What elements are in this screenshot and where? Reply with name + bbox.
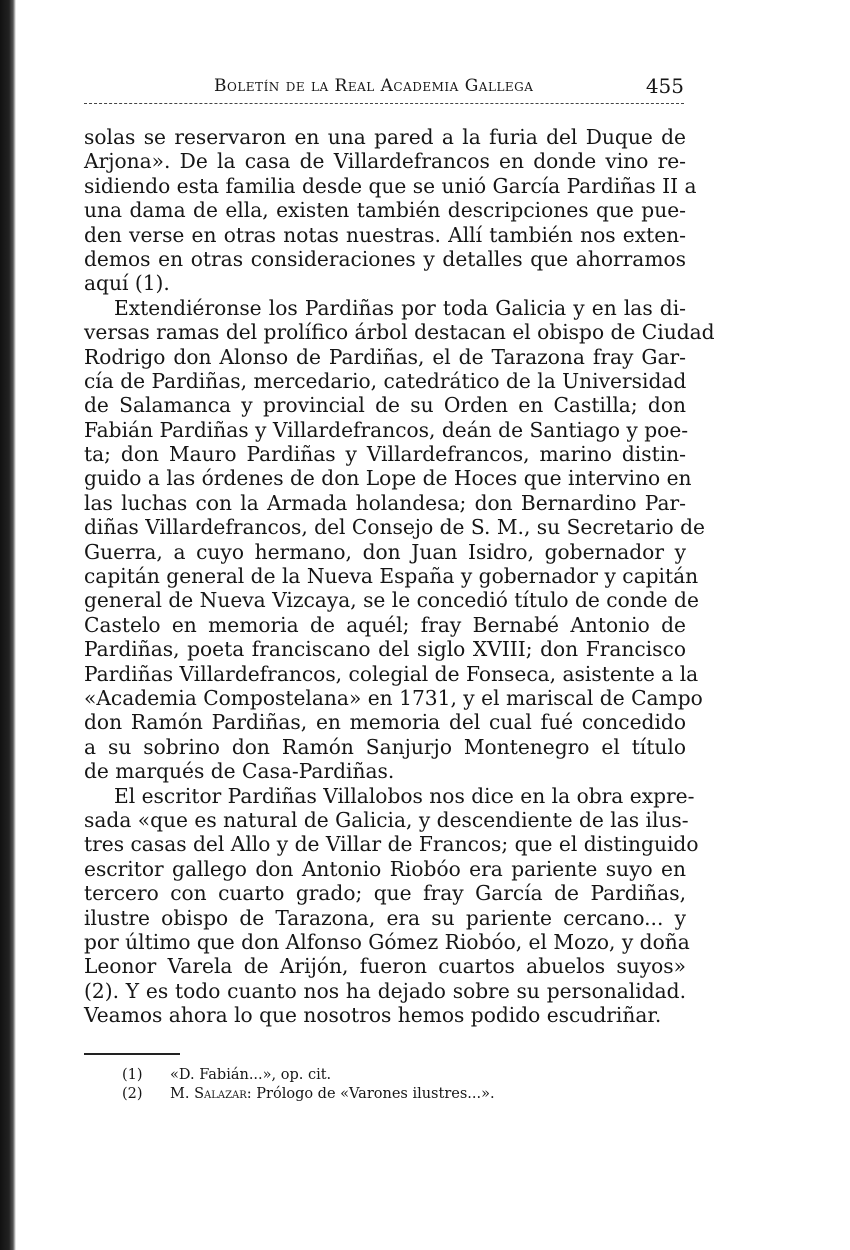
text-line: guido a las órdenes de don Lope de Hoces que intervino en [84, 466, 692, 491]
text-line: Pardiñas Villardefrancos, colegial de Fonseca, asistente a la [84, 661, 699, 686]
page-header [84, 74, 684, 102]
text-line: den verse en otras notas nuestras. Allí también nos exten- [84, 222, 686, 247]
page-number: 455 [645, 74, 684, 98]
header-rule [84, 103, 684, 104]
text-line: Extendiéronse los Pardiñas por toda Galicia y en las di- [114, 295, 686, 320]
footnote-text: «D. Fabián...», op. cit. [170, 1067, 332, 1083]
text-line: a su sobrino don Ramón Sanjurjo Montenegro el título [84, 734, 686, 759]
text-line: solas se reservaron en una pared a la furia del Duque de [84, 125, 686, 149]
text-line: Arjona». De la casa de Villardefrancos en donde vino re- [84, 149, 686, 174]
text-line: sada «que es natural de Galicia, y descendiente de las ilus- [84, 807, 689, 832]
text-line: escritor gallego don Antonio Riobóo era pariente suyo en [84, 856, 686, 881]
text-line: versas ramas del prolífico árbol destacan el obispo de Ciudad [84, 320, 715, 345]
footnote-author: M. Salazar: [170, 1086, 252, 1102]
text-line: por último que don Alfonso Gómez Riobóo, el Mozo, y doña [84, 929, 690, 954]
footnote [122, 1085, 495, 1104]
text-line: El escritor Pardiñas Villalobos nos dice en la obra expre- [114, 783, 695, 808]
text-line: ilustre obispo de Tarazona, era su pariente cercano... y [84, 905, 686, 930]
text-line: don Ramón Pardiñas, en memoria del cual fué concedido [84, 710, 686, 735]
text-line: Guerra, a cuyo hermano, don Juan Isidro, gobernador y [84, 539, 686, 564]
text-line: tres casas del Allo y de Villar de Francos; que el distinguido [84, 832, 699, 857]
footnote-text: Prólogo de «Varones ilustres...». [251, 1086, 495, 1102]
text-line: una dama de ella, existen también descripciones que pue- [84, 198, 686, 223]
text-line: «Academia Compostelana» en 1731, y el mariscal de Campo [84, 685, 703, 710]
text-line: cía de Pardiñas, mercedario, catedrático de la Universidad [84, 368, 687, 393]
text-line: general de Nueva Vizcaya, se le concedió título de conde de [84, 588, 699, 613]
text-line: demos en otras consideraciones y detalles que ahorramos [84, 246, 686, 271]
book-spine-shadow [0, 0, 16, 1250]
text-line: de Salamanca y provincial de su Orden en Castilla; don [84, 393, 686, 418]
text-line: Pardiñas, poeta franciscano del siglo XVIII; don Francisco [84, 637, 686, 662]
text-line: de marqués de Casa-Pardiñas. [84, 759, 395, 784]
text-line: Veamos ahora lo que nosotros hemos podido escudriñar. [84, 1003, 662, 1028]
text-line: Rodrigo don Alonso de Pardiñas, el de Tarazona fray Gar- [84, 344, 686, 369]
text-line: diñas Villardefrancos, del Consejo de S. M., su Secretario de [84, 515, 705, 540]
text-line: Leonor Varela de Arijón, fueron cuartos abuelos suyos» [84, 954, 686, 979]
footnote-number: (2) [122, 1086, 143, 1102]
text-line: ta; don Mauro Pardiñas y Villardefrancos, marino distin- [84, 442, 686, 467]
text-line: capitán general de la Nueva España y gobernador y capitán [84, 564, 699, 589]
text-line: las luchas con la Armada holandesa; don Bernardino Par- [84, 490, 686, 515]
text-line: (2). Y es todo cuanto nos ha dejado sobre su personalidad. [84, 978, 686, 1003]
running-title: Boletín de la Real Academia Gallega [214, 76, 534, 96]
text-line: tercero con cuarto grado; que fray García de Pardiñas, [84, 881, 686, 906]
text-line: aquí (1). [84, 271, 170, 296]
footnote [122, 1066, 495, 1085]
footnotes [122, 1066, 495, 1104]
body-text [84, 125, 715, 1028]
text-line: sidiendo esta familia desde que se unió García Pardiñas II a [84, 173, 697, 198]
text-line: Fabián Pardiñas y Villardefrancos, deán de Santiago y poe- [84, 417, 689, 442]
footnote-rule [84, 1053, 180, 1055]
text-line: Castelo en memoria de aquél; fray Bernabé Antonio de [84, 612, 686, 637]
footnote-number: (1) [122, 1067, 143, 1083]
